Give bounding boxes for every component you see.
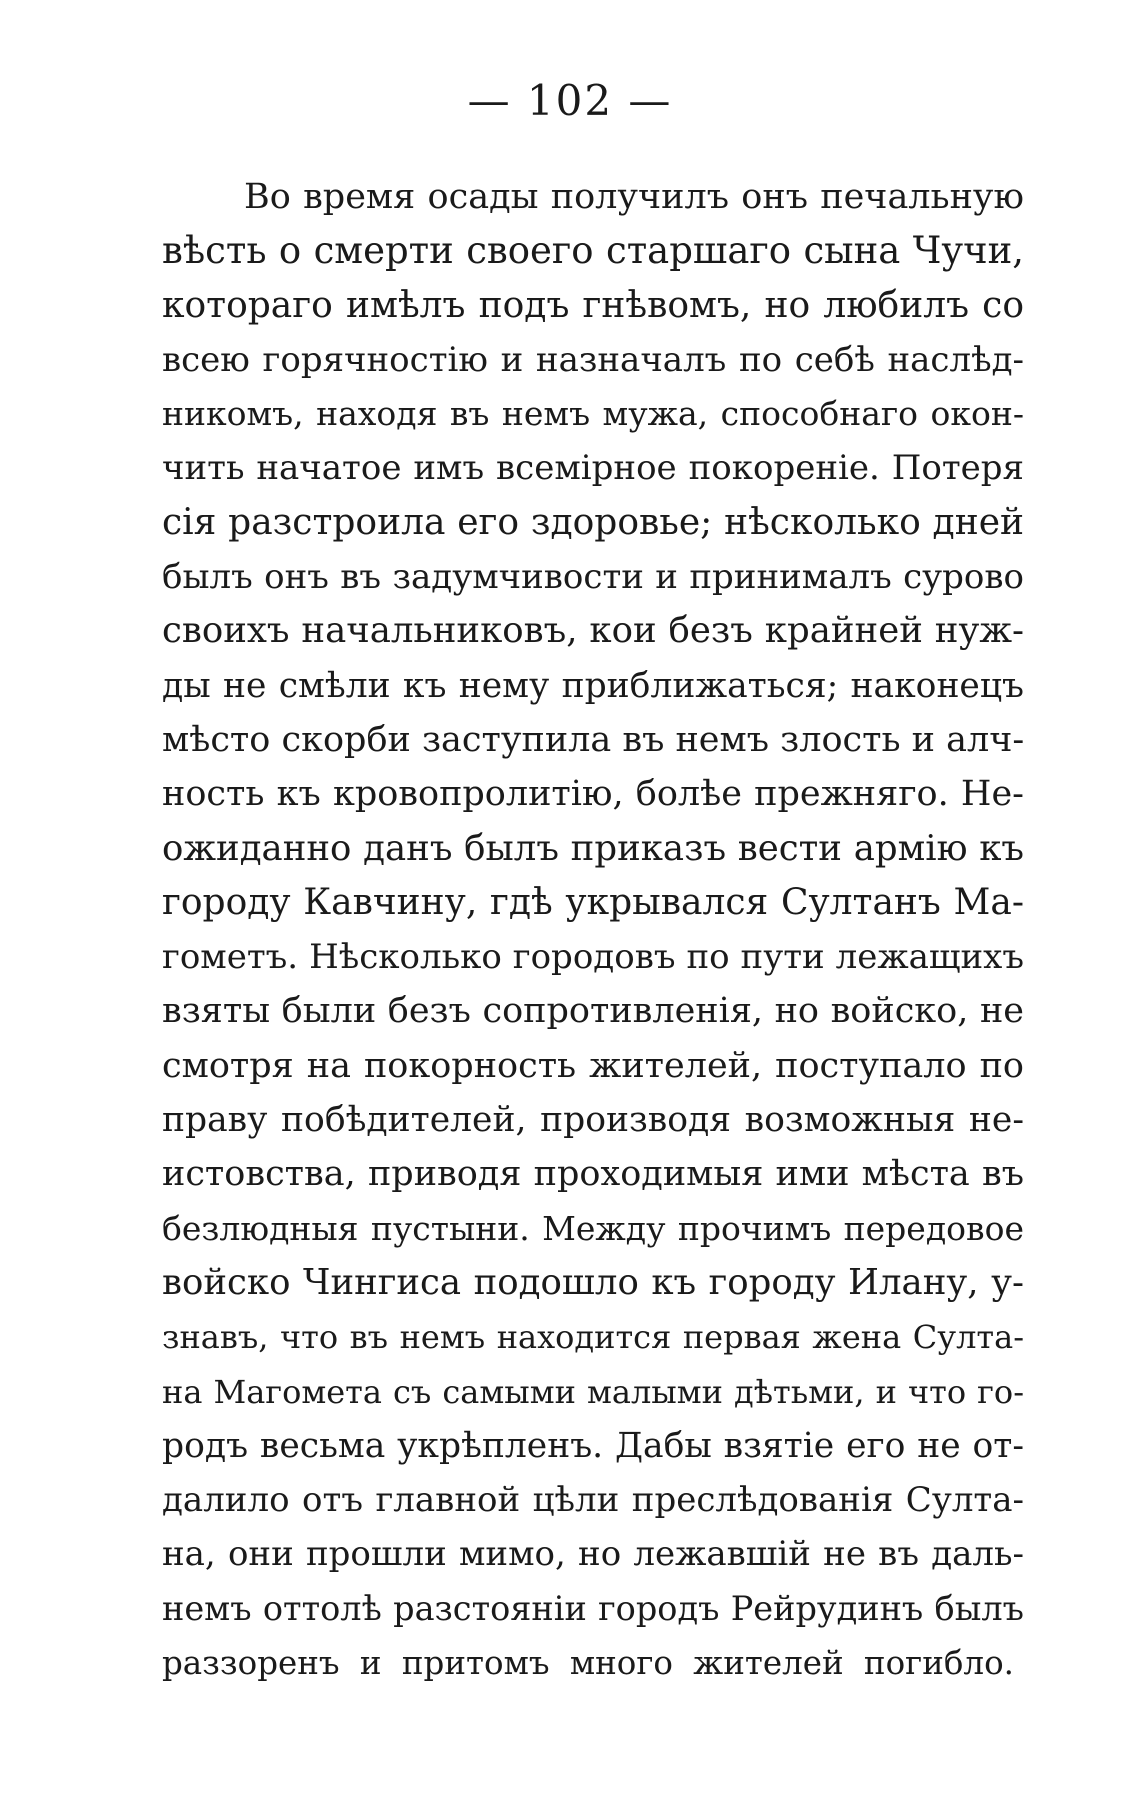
text-line: котораго имѣлъ подъ гнѣвомъ, но любилъ со — [162, 284, 1024, 326]
text-line: смотря на покорность жителей, поступало по — [162, 1045, 1024, 1086]
text-line: ность къ кровопролитію, болѣе прежняго. Не- — [162, 774, 1024, 815]
text-line: ды не смѣли къ нему приближаться; наконецъ — [162, 665, 1024, 706]
page-number: — 102 — — [467, 76, 673, 125]
text-line: на, они прошли мимо, но лежавшій не въ даль- — [162, 1534, 1024, 1575]
text-line: истовства, приводя проходимыя ими мѣста въ — [162, 1154, 1024, 1195]
text-line: знавъ, что въ немъ находится первая жена Султа- — [162, 1318, 1024, 1357]
text-line: немъ оттолѣ разстояніи городъ Рейрудинъ былъ — [162, 1588, 1024, 1628]
text-line: никомъ, находя въ немъ мужа, способнаго окон- — [162, 394, 1024, 434]
body-text — [162, 170, 1024, 1690]
text-line: всею горячностію и назначалъ по себѣ наслѣд- — [162, 339, 1024, 380]
text-line: чить начатое имъ всемірное покореніе. Потеря — [162, 448, 1024, 489]
text-line: взяты были безъ сопротивленія, но войско, не — [162, 991, 1024, 1032]
text-line: праву побѣдителей, производя возможныя не- — [162, 1100, 1024, 1141]
text-line: ожиданно данъ былъ приказъ вести армію къ — [162, 827, 1024, 869]
text-line: далило отъ главной цѣли преслѣдованія Султа- — [162, 1480, 1024, 1521]
text-line: былъ онъ въ задумчивости и принималъ сурово — [162, 557, 1024, 598]
text-line: на Магомета съ самыми малыми дѣтьми, и что го- — [162, 1372, 1024, 1411]
text-line: войско Чингиса подошло къ городу Илану, у- — [162, 1261, 1024, 1303]
text-line: безлюдныя пустыни. Между прочимъ передовое — [162, 1208, 1024, 1248]
text-line: мѣсто скорби заступила въ немъ злость и алч- — [162, 719, 1024, 760]
text-line: Во время осады получилъ онъ печальную — [244, 177, 1024, 217]
text-line: гометъ. Нѣсколько городовъ по пути лежащихъ — [162, 937, 1024, 978]
text-line: городу Кавчину, гдѣ укрывался Султанъ Ма- — [162, 881, 1024, 923]
text-line: вѣсть о смерти своего старшаго сына Чучи, — [162, 229, 1024, 273]
text-line: раззоренъ и притомъ много жителей погибло. — [162, 1644, 1014, 1683]
text-line: своихъ начальниковъ, кои безъ крайней нуж- — [162, 610, 1024, 652]
text-line: сія разстроила его здоровье; нѣсколько дней — [162, 501, 1024, 543]
text-line: родъ весьма укрѣпленъ. Дабы взятіе его не от- — [162, 1425, 1024, 1466]
